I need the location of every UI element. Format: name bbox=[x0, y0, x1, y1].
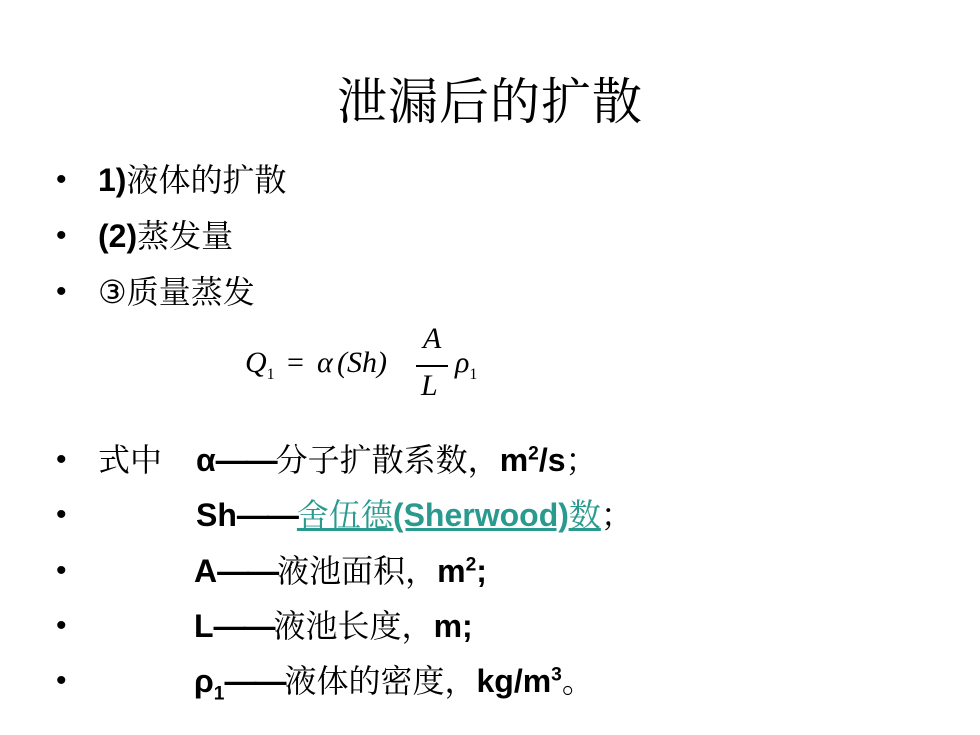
definition-lead: 式中 bbox=[98, 441, 163, 479]
bullet-marker: • bbox=[56, 498, 67, 531]
definition-symbol: L bbox=[194, 608, 214, 644]
definition-dash: —— bbox=[224, 663, 285, 699]
definition-dash: —— bbox=[217, 553, 278, 589]
definition-symbol: $\rho_1$ bbox=[194, 663, 225, 705]
formula-alpha: α bbox=[317, 346, 333, 379]
item-text: ③质量蒸发 bbox=[98, 273, 255, 311]
bullet-marker: • bbox=[56, 219, 67, 252]
slide-title: 泄漏后的扩散 bbox=[337, 73, 643, 131]
bullet-marker: • bbox=[56, 443, 67, 476]
definition-desc: 分子扩散系数， bbox=[275, 441, 500, 479]
definition-unit: $m^2$ bbox=[437, 553, 477, 589]
bullet-marker: • bbox=[56, 275, 67, 308]
bullet-marker: • bbox=[56, 554, 67, 587]
bullet-marker: • bbox=[56, 163, 67, 196]
formula-lhs: $Q_1$ bbox=[245, 346, 275, 383]
sherwood-number-link[interactable]: 舍伍德(Sherwood)数 bbox=[296, 496, 601, 534]
formula-numerator: A bbox=[423, 322, 442, 355]
formula-equals: = bbox=[287, 346, 304, 379]
definition-unit: $m^2/s$ bbox=[499, 442, 566, 478]
definition-unit: m bbox=[433, 608, 463, 644]
definition-symbol: A bbox=[194, 553, 218, 589]
item-prefix: 1) bbox=[98, 162, 127, 198]
bullet-marker: • bbox=[56, 664, 67, 697]
definition-unit: $kg/m^3$ bbox=[476, 663, 562, 699]
formula-fraction-bar bbox=[416, 365, 448, 367]
definition-dash: —— bbox=[213, 608, 274, 644]
formula-sherwood: (Sh) bbox=[337, 346, 387, 379]
definition-desc: 液池长度， bbox=[273, 607, 434, 645]
definition-desc: 液体的密度， bbox=[284, 662, 477, 700]
item-text: 蒸发量 bbox=[137, 217, 234, 255]
item-prefix: (2) bbox=[98, 218, 138, 254]
definition-dash: —— bbox=[215, 442, 276, 478]
definition-symbol: α bbox=[196, 442, 216, 478]
formula-rho: $\rho_1$ bbox=[455, 346, 478, 383]
definition-symbol: Sh bbox=[196, 497, 237, 533]
definition-dash: —— bbox=[236, 497, 297, 533]
item-text: 液体的扩散 bbox=[126, 161, 287, 199]
definition-desc: 液池面积， bbox=[277, 552, 438, 590]
bullet-marker: • bbox=[56, 609, 67, 642]
formula-denominator: L bbox=[421, 369, 438, 402]
